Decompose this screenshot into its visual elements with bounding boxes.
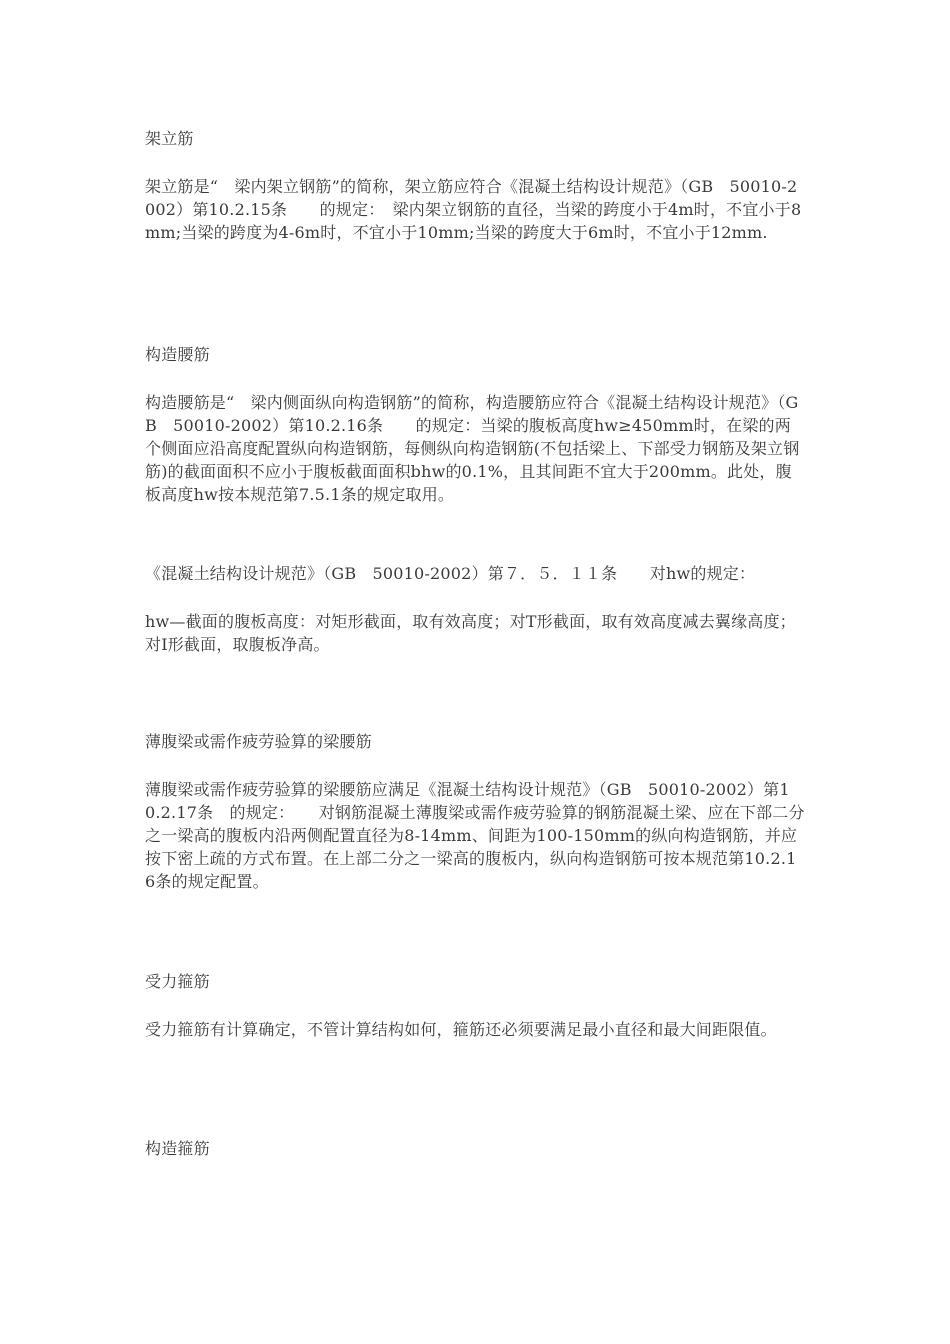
- paragraph-erection-bar: 架立筋是“ 梁内架立钢筋”的简称，架立筋应符合《混凝土结构设计规范》（GB 50010-2002）第10.2.15条 的规定： 梁内架立钢筋的直径，当梁的跨度小于4m时，不宜小于8mm;当梁的跨度为4-6m时，不宜小于10mm;当梁的跨度大于6m时，不宜小于12mm.: [145, 177, 802, 242]
- section-heading-thin-web-beam: 薄腹梁或需作疲劳验算的梁腰筋: [145, 732, 372, 751]
- section-heading-erection-bar: 架立筋: [145, 129, 194, 148]
- section-heading-side-bar: 构造腰筋: [145, 345, 210, 364]
- section-heading-stress-stirrup: 受力箍筋: [145, 972, 210, 991]
- paragraph-thin-web-beam: 薄腹梁或需作疲劳验算的梁腰筋应满足《混凝土结构设计规范》（GB 50010-2002）第10.2.17条 的规定： 对钢筋混凝土薄腹梁或需作疲劳验算的钢筋混凝土梁、应在下部二分之一梁高的腹板内沿两侧配置直径为8-14mm、间距为100-150mm的纵向构造钢筋，并应按下密上疏的方式布置。在上部二分之一梁高的腹板内，纵向构造钢筋可按本规范第10.2.16条的规定配置。: [145, 780, 805, 891]
- paragraph-hw-definition: hw—截面的腹板高度：对矩形截面，取有效高度；对T形截面，取有效高度减去翼缘高度；对I形截面，取腹板净高。: [145, 612, 796, 654]
- paragraph-side-bar: 构造腰筋是“ 梁内侧面纵向构造钢筋”的简称，构造腰筋应符合《混凝土结构设计规范》（GB 50010-2002）第10.2.16条 的规定：当梁的腹板高度hw≥450mm时，在梁的两个侧面应沿高度配置纵向构造钢筋，每侧纵向构造钢筋(不包括梁上、下部受力钢筋及架立钢筋)的截面面积不应小于腹板截面面积bhw的0.1%，且其间距不宜大于200mm。此处，腹板高度hw按本规范第7.5.1条的规定取用。: [145, 393, 800, 504]
- paragraph-code-reference: 《混凝土结构设计规范》（GB 50010-2002）第７．５．１１条 对hw的规定：: [145, 564, 756, 583]
- section-heading-construction-stirrup: 构造箍筋: [145, 1139, 210, 1158]
- paragraph-stress-stirrup: 受力箍筋有计算确定，不管计算结构如何，箍筋还必须要满足最小直径和最大间距限值。: [145, 1020, 777, 1039]
